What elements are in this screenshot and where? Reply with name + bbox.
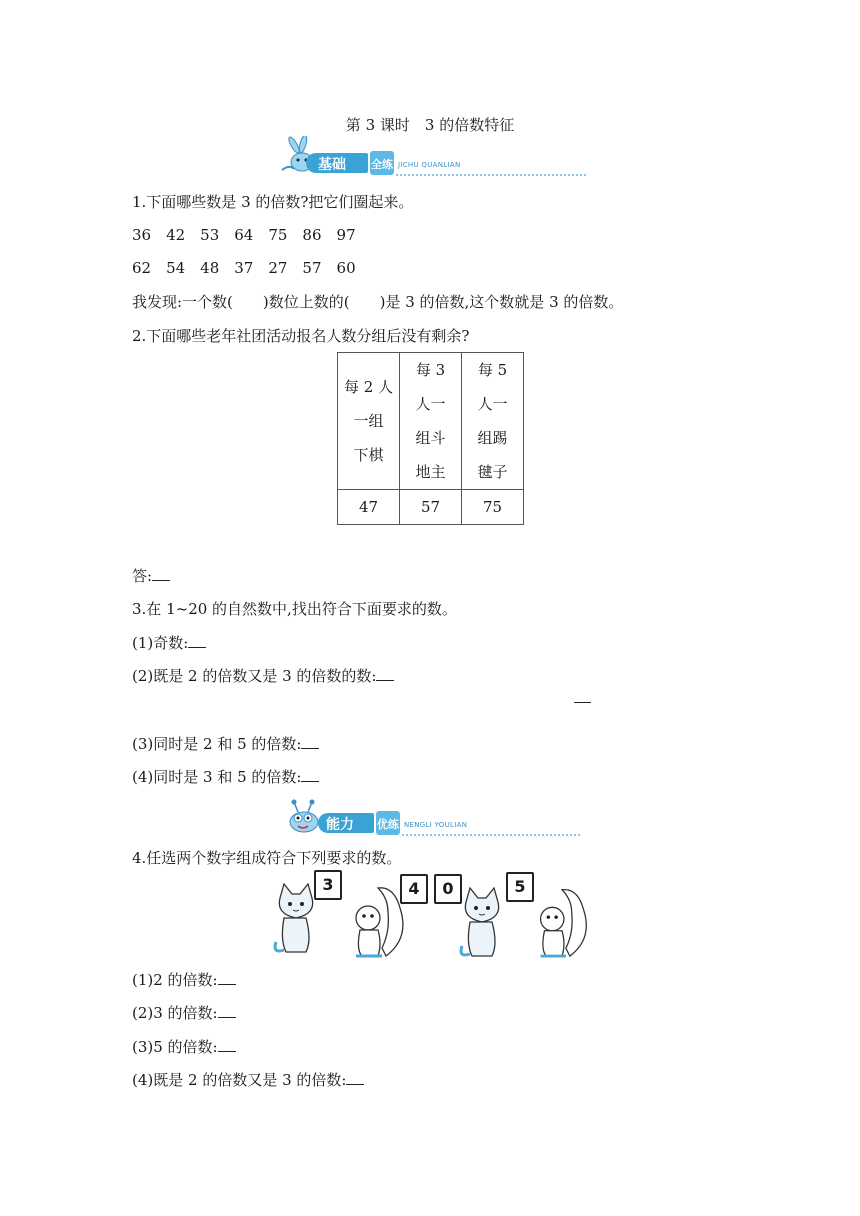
q2-answer-line: 答: (132, 566, 170, 586)
cat-icon (270, 880, 320, 958)
q1-finding: 我发现:一个数( )数位上数的( )是 3 的倍数,这个数就是 3 的倍数。 (132, 293, 624, 311)
banner-box: 全练 (370, 151, 394, 175)
table-header-cell: 每 5 人一 组踢 毽子 (462, 353, 524, 490)
table-header-row (338, 353, 524, 490)
answer-blank[interactable] (152, 566, 170, 581)
section-banner-ability (284, 796, 580, 838)
q3-item-2: (2)既是 2 的倍数又是 3 的倍数的数: (132, 666, 394, 686)
q4-item-1: (1)2 的倍数: (132, 970, 236, 990)
answer-blank[interactable] (188, 633, 206, 648)
q4-item-3: (3)5 的倍数: (132, 1037, 236, 1057)
banner-subtitle: JICHU QUANLIAN (398, 161, 461, 169)
answer-blank[interactable] (218, 1037, 236, 1052)
q3-item-3: (3)同时是 2 和 5 的倍数: (132, 734, 319, 754)
q1-numbers-row1: 36 42 53 64 75 86 97 (132, 226, 356, 244)
banner-box: 优练 (376, 811, 400, 835)
table-cell: 75 (462, 490, 524, 525)
q2-prompt: 2.下面哪些老年社团活动报名人数分组后没有剩余? (132, 327, 470, 345)
digit-card: 0 (434, 874, 462, 904)
banner-subtitle: NENGLI YOULIAN (404, 821, 468, 829)
answer-blank-continued[interactable] (574, 702, 591, 703)
q1-prompt: 1.下面哪些数是 3 的倍数?把它们圈起来。 (132, 193, 414, 211)
q3-item-1: (1)奇数: (132, 633, 206, 653)
digit-card: 5 (506, 872, 534, 902)
q4-item-2: (2)3 的倍数: (132, 1003, 236, 1023)
answer-blank[interactable] (301, 767, 319, 782)
answer-blank[interactable] (218, 1003, 236, 1018)
q4-illustration (270, 868, 590, 960)
q3-prompt: 3.在 1~20 的自然数中,找出符合下面要求的数。 (132, 600, 457, 618)
q4-item-4: (4)既是 2 的倍数又是 3 的倍数: (132, 1070, 364, 1090)
table-value-row (338, 490, 524, 525)
q3-item-4: (4)同时是 3 和 5 的倍数: (132, 767, 319, 787)
answer-blank[interactable] (218, 970, 236, 985)
cat-icon (456, 884, 506, 962)
table-cell: 57 (400, 490, 462, 525)
table-header-cell: 每 2 人 一组 下棋 (338, 353, 400, 490)
table-cell: 47 (338, 490, 400, 525)
digit-card: 4 (400, 874, 428, 904)
answer-blank[interactable] (301, 734, 319, 749)
banner-divider (402, 834, 580, 836)
club-table (337, 352, 524, 525)
lesson-title: 第 3 课时 3 的倍数特征 (345, 116, 515, 134)
q4-prompt: 4.任选两个数字组成符合下列要求的数。 (132, 849, 402, 867)
q1-numbers-row2: 62 54 48 37 27 57 60 (132, 259, 356, 277)
section-banner-basic (276, 136, 586, 178)
banner-main: 基础 (306, 153, 368, 173)
answer-blank[interactable] (346, 1070, 364, 1085)
squirrel-icon (532, 880, 592, 960)
banner-main: 能力 (318, 813, 374, 833)
squirrel-icon (348, 878, 408, 960)
answer-blank[interactable] (376, 666, 394, 681)
table-header-cell: 每 3 人一 组斗 地主 (400, 353, 462, 490)
digit-card: 3 (314, 870, 342, 900)
banner-divider (396, 174, 586, 176)
